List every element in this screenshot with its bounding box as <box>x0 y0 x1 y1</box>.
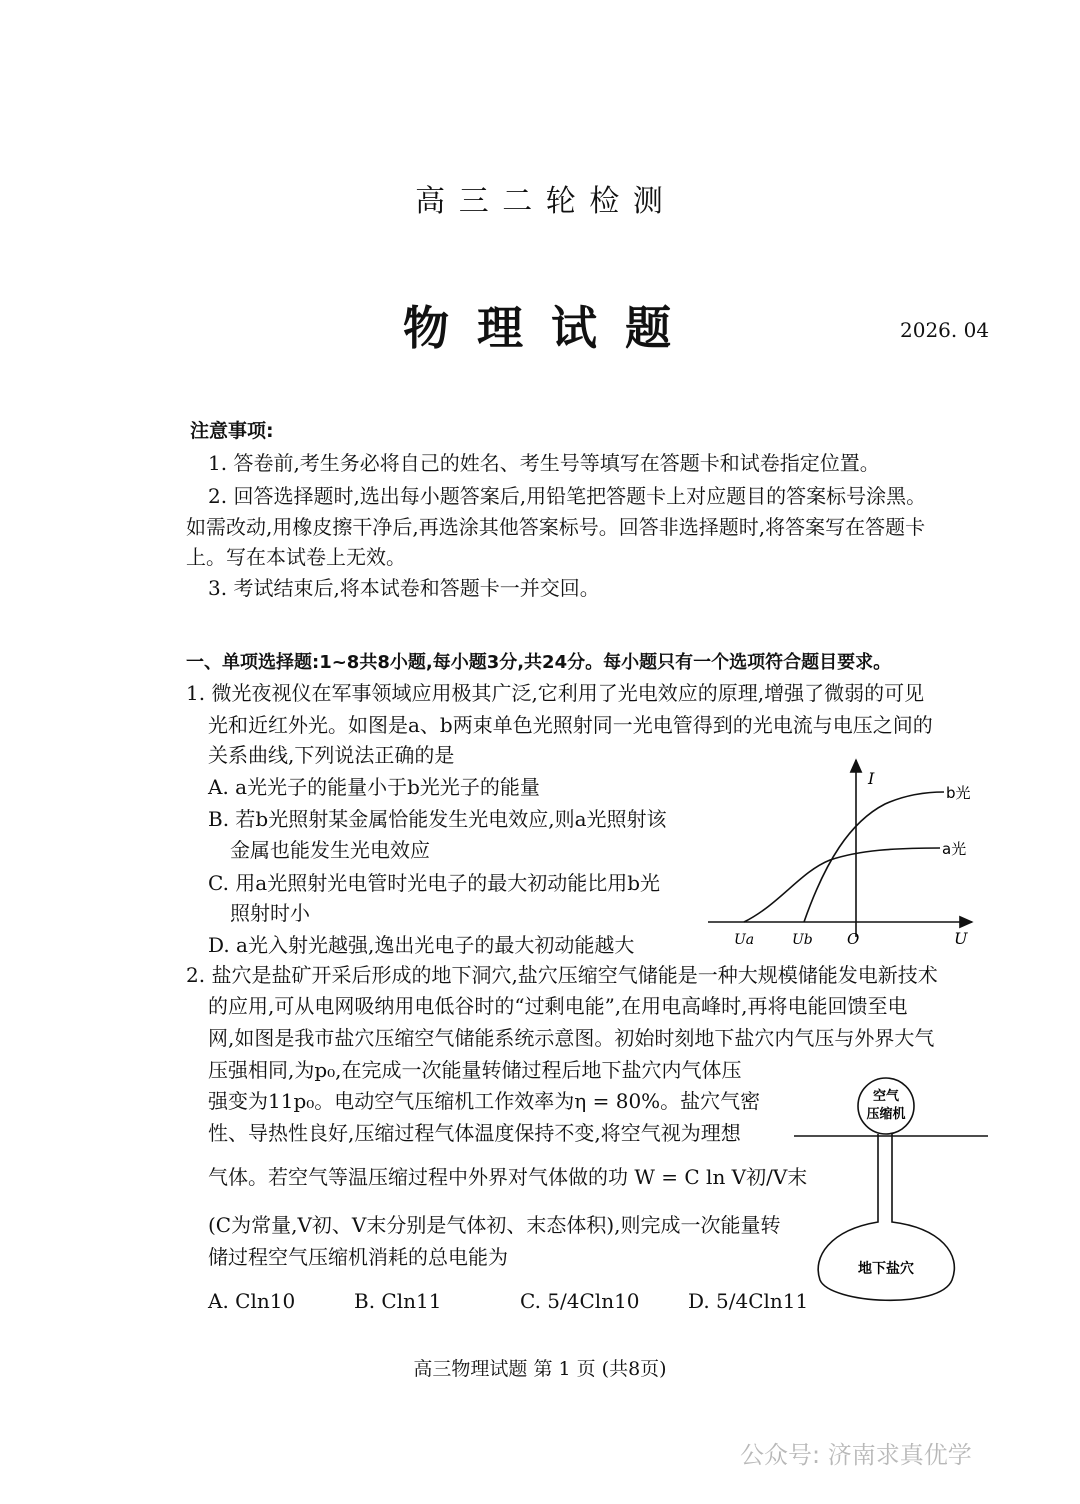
q1-stem-line2: 光和近红外光。如图是a、b两束单色光照射同一光电管得到的光电流与电压之间的 <box>208 713 933 737</box>
q1-option-d: D. a光入射光越强,逸出光电子的最大初动能越大 <box>208 933 635 957</box>
q2-salt-cavern-diagram <box>790 1072 990 1312</box>
curve-a <box>744 848 940 922</box>
q2-option-a: A. Cln10 <box>208 1289 296 1313</box>
q1-stem-line3: 关系曲线,下列说法正确的是 <box>208 743 455 767</box>
section-1-heading: 一、单项选择题:1~8共8小题,每小题3分,共24分。每小题只有一个选项符合题目要求。 <box>186 652 892 673</box>
curve-b <box>804 792 944 922</box>
notice-heading: 注意事项: <box>190 420 274 442</box>
q1-iu-graph <box>700 752 990 952</box>
q1-option-a: A. a光光子的能量小于b光光子的能量 <box>208 775 540 799</box>
label-a-light: a光 <box>942 840 967 858</box>
label-o: O <box>847 930 860 948</box>
cavern-label: 地下盐穴 <box>858 1261 914 1277</box>
q2-stem-line5: 强变为11p₀。电动空气压缩机工作效率为η = 80%。盐穴气密 <box>208 1089 761 1113</box>
q1-option-c-line2: 照射时小 <box>230 901 310 925</box>
q2-stem-line6: 性、导热性良好,压缩过程气体温度保持不变,将空气视为理想 <box>208 1121 741 1145</box>
compressor-label-line1: 空气 <box>872 1089 900 1104</box>
exam-date: 2026. 04 <box>900 318 990 342</box>
q2-option-c: C. 5/4Cln10 <box>520 1289 640 1313</box>
q2-stem-line3: 网,如图是我市盐穴压缩空气储能系统示意图。初始时刻地下盐穴内气压与外界大气 <box>208 1026 935 1050</box>
compressor-circle <box>858 1078 914 1134</box>
label-b-light: b光 <box>946 784 971 802</box>
label-ub: Ub <box>792 932 813 948</box>
q1-option-c-line1: C. 用a光照射光电管时光电子的最大初动能比用b光 <box>208 871 661 895</box>
label-ua: Ua <box>734 932 755 948</box>
label-u: U <box>954 929 968 948</box>
subject-title: 物 理 试 题 <box>402 301 678 355</box>
notice-item-3: 3. 考试结束后,将本试卷和答题卡一并交回。 <box>208 576 600 600</box>
q1-stem-line1: 1. 微光夜视仪在军事领域应用极其广泛,它利用了光电效应的原理,增强了微弱的可见 <box>186 681 925 705</box>
q2-stem-line8: (C为常量,V初、V末分别是气体初、末态体积),则完成一次能量转 <box>208 1213 781 1237</box>
q2-option-d: D. 5/4Cln11 <box>688 1289 809 1313</box>
page-footer: 高三物理试题 第 1 页 (共8页) <box>413 1358 667 1380</box>
notice-item-2-line2: 如需改动,用橡皮擦干净后,再选涂其他答案标号。回答非选择题时,将答案写在答题卡 <box>186 515 926 539</box>
q1-option-b-line2: 金属也能发生光电效应 <box>230 838 430 862</box>
q2-stem-line9: 储过程空气压缩机消耗的总电能为 <box>208 1245 508 1269</box>
q2-option-b: B. Cln11 <box>354 1289 442 1313</box>
q2-stem-line1: 2. 盐穴是盐矿开采后形成的地下洞穴,盐穴压缩空气储能是一种大规模储能发电新技术 <box>186 963 938 987</box>
notice-item-2-line1: 2. 回答选择题时,选出每小题答案后,用铅笔把答题卡上对应题目的答案标号涂黑。 <box>208 484 927 508</box>
notice-item-2-line3: 上。写在本试卷上无效。 <box>186 545 406 569</box>
exam-name: 高 三 二 轮 检 测 <box>415 184 665 219</box>
q2-stem-line4: 压强相同,为p₀,在完成一次能量转储过程后地下盐穴内气体压 <box>208 1058 742 1082</box>
label-i: I <box>868 769 875 788</box>
q1-option-b-line1: B. 若b光照射某金属恰能发生光电效应,则a光照射该 <box>208 807 667 831</box>
compressor-label-line2: 压缩机 <box>866 1107 906 1122</box>
q2-stem-line7: 气体。若空气等温压缩过程中外界对气体做的功 W = C ln V初/V末 <box>208 1165 808 1189</box>
notice-item-1: 1. 答卷前,考生务必将自己的姓名、考生号等填写在答题卡和试卷指定位置。 <box>208 451 880 475</box>
watermark: 公众号: 济南求真优学 <box>740 1441 972 1469</box>
q2-stem-line2: 的应用,可从电网吸纳用电低谷时的“过剩电能”,在用电高峰时,再将电能回馈至电 <box>208 994 908 1018</box>
